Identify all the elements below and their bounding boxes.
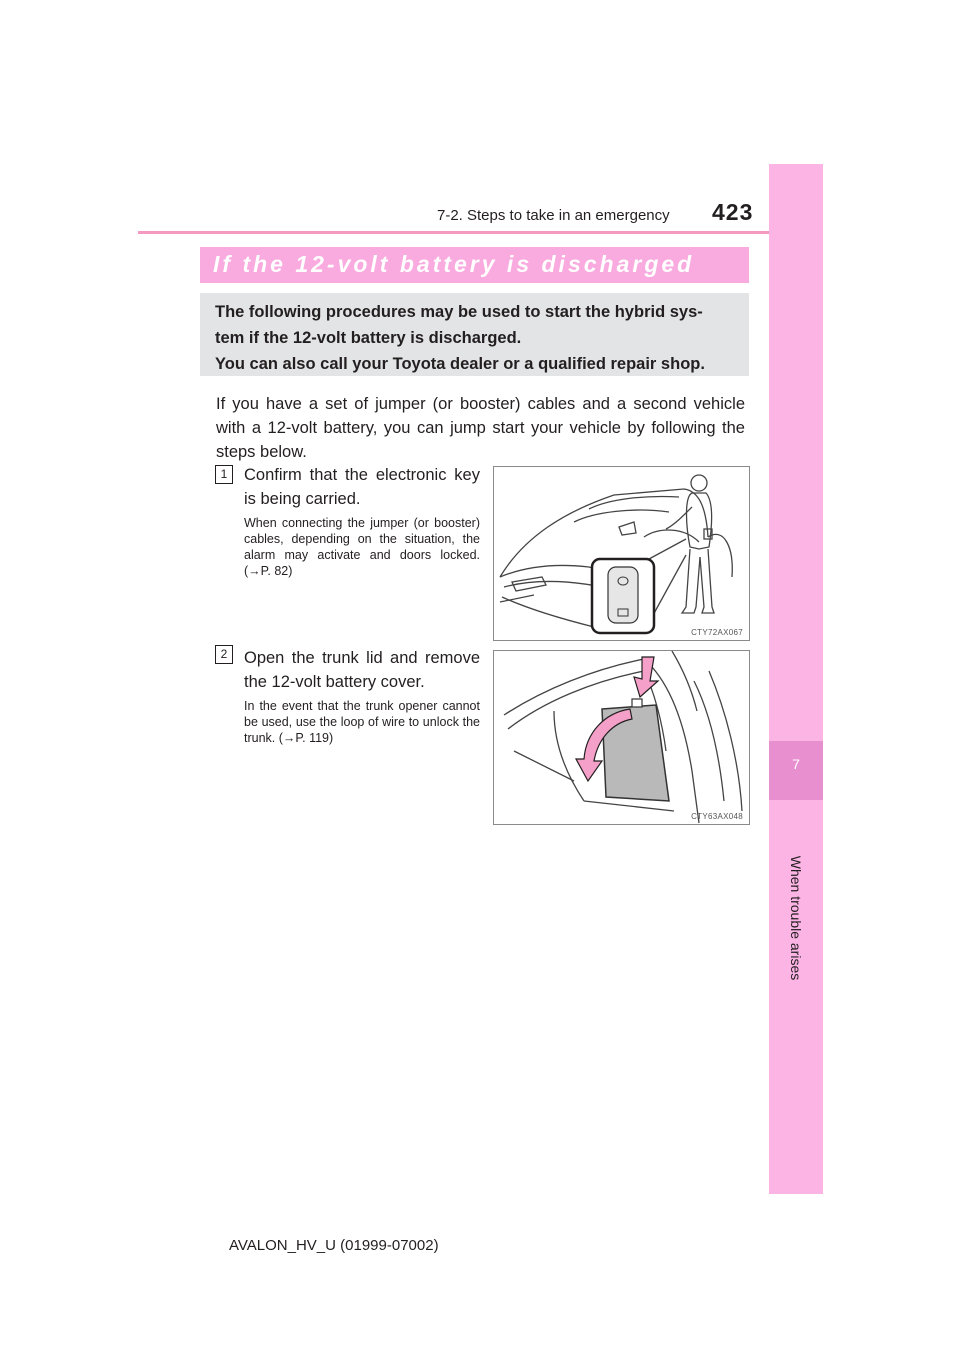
- intro-line: tem if the 12-volt battery is discharged.: [215, 329, 522, 347]
- chapter-title: When trouble arises: [788, 855, 804, 981]
- trunk-illustration: [494, 651, 749, 824]
- step-note: When connecting the jumper (or booster) cables, depending on the situation, the alarm may activate and doors locked. (→P. 82): [244, 516, 480, 578]
- figure-code: CTY72AX067: [691, 628, 743, 637]
- header-divider: [138, 231, 823, 234]
- step-title: Confirm that the electronic key is being carried.: [244, 466, 480, 508]
- electronic-key-icon: [608, 567, 638, 623]
- step-number: 2: [215, 645, 233, 664]
- arrow-down-icon: [634, 657, 658, 697]
- page-number: 423: [712, 199, 754, 225]
- car-with-person-illustration: [494, 467, 749, 640]
- section-title: If the 12-volt battery is discharged: [213, 251, 695, 277]
- step-number: 1: [215, 465, 233, 484]
- chapter-side-tab: [769, 164, 823, 1194]
- step-note: In the event that the trunk opener cannot be used, use the loop of wire to unlock the trunk. (→P. 119): [244, 699, 480, 745]
- intro-line: You can also call your Toyota dealer or a qualified repair shop.: [215, 355, 705, 373]
- step-title: Open the trunk lid and remove the 12-volt battery cover.: [244, 649, 480, 691]
- figure-electronic-key: [493, 466, 750, 641]
- figure-trunk-battery-cover: [493, 650, 750, 825]
- document-footer-code: AVALON_HV_U (01999-07002): [229, 1237, 439, 1254]
- header-section-title: 7-2. Steps to take in an emergency: [437, 207, 670, 224]
- figure-code: CTY63AX048: [691, 812, 743, 821]
- body-paragraph: If you have a set of jumper (or booster) cables and a second vehicle with a 12-volt battery, you can jump start your vehicle by following the steps below.: [216, 395, 745, 461]
- intro-text: [215, 299, 742, 377]
- intro-line: The following procedures may be used to start the hybrid sys-: [215, 303, 703, 321]
- chapter-number: 7: [792, 756, 800, 772]
